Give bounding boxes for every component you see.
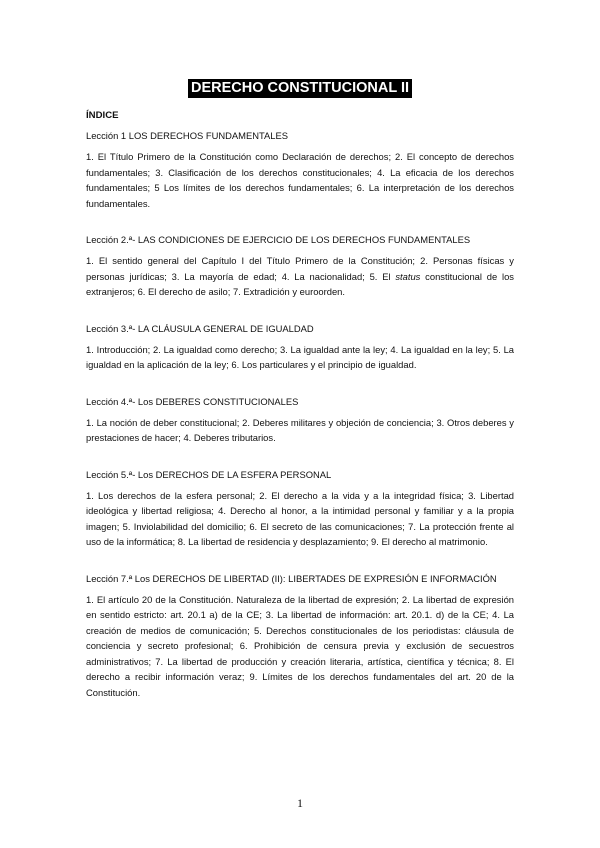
lesson-body-italic: status xyxy=(395,270,421,282)
lesson-body: 1. La noción de deber constitucional; 2. Deberes militares y objeción de conciencia; 3. Otros deberes y prestaciones de hacer; 4. Deberes tributarios. xyxy=(86,416,514,443)
lesson-body-part: constitucional de los extranjeros; 6. El derecho de asilo; 7. Extradición y euroorden. xyxy=(86,270,514,297)
lesson-4 xyxy=(86,396,514,446)
lesson-body: 1. El Título Primero de la Constitución como Declaración de derechos; 2. El concepto de derechos fundamentales; 3. Clasificación de los derechos constitucionales; 4. La eficacia de los derechos fundamentales; 5 Los límites de los derechos fundamentales; 6. La interpretación de los derechos fundamentales. xyxy=(86,151,514,209)
lesson-body xyxy=(86,253,514,300)
index-content xyxy=(86,110,514,723)
lesson-2 xyxy=(86,234,514,300)
lesson-title: Lección 2.ª- LAS CONDICIONES DE EJERCICIO DE LOS DERECHOS FUNDAMENTALES xyxy=(86,234,471,245)
document-title: DERECHO CONSTITUCIONAL II xyxy=(188,79,412,98)
page-number: 1 xyxy=(297,796,303,810)
lesson-body: 1. El artículo 20 de la Constitución. Naturaleza de la libertad de expresión; 2. La libertad de expresión en sentido estricto: art. 20.1 a) de la CE; 3. La libertad de información: art. 20.1. d) de la CE; 4. La creación de medios de comunicación; 5. Derechos constitucionales de los periodistas: cláusula de conciencia y secreto profesional; 6. Prohibición de censura previa y exclusión de secuestros administrativos; 7. La libertad de producción y creación literaria, artística, científica y técnica; 8. El derecho a recibir información veraz; 9. Límites de los derechos fundamentales del art. 20 de la Constitución. xyxy=(86,593,514,698)
lesson-1 xyxy=(86,130,514,211)
lesson-title: Lección 5.ª- Los DERECHOS DE LA ESFERA PERSONAL xyxy=(86,468,332,480)
lesson-title: Lección 7.ª Los DERECHOS DE LIBERTAD (II): LIBERTADES DE EXPRESIÓN E INFORMACIÓN xyxy=(86,572,497,584)
lesson-body-part: 1. El sentido general del Capítulo I del Título Primero de la Constitución; 2. Personas físicas y personas jurídicas; 3. La mayoría de edad; 4. La nacionalidad; 5. El xyxy=(86,255,514,282)
lesson-title: Lección 4.ª- Los DEBERES CONSTITUCIONALES xyxy=(86,395,299,407)
lesson-title: Lección 3.ª- LA CLÁUSULA GENERAL DE IGUALDAD xyxy=(86,322,314,334)
lesson-5 xyxy=(86,469,514,550)
title-wrapper xyxy=(0,79,600,98)
lesson-3 xyxy=(86,323,514,373)
index-heading: ÍNDICE xyxy=(86,110,119,121)
lesson-title: Lección 1 LOS DERECHOS FUNDAMENTALES xyxy=(86,130,288,141)
lesson-body: 1. Los derechos de la esfera personal; 2. El derecho a la vida y a la integridad física; 3. Libertad ideológica y libertad religiosa; 4. Derecho al honor, a la intimidad personal y familiar y a la propia imagen; 5. Inviolabilidad del domicilio; 6. El secreto de las comunicaciones; 7. La protección frente al uso de la informática; 8. La libertad de residencia y desplazamiento; 9. El derecho al matrimonio. xyxy=(86,489,514,547)
lesson-7 xyxy=(86,573,514,701)
lesson-body: 1. Introducción; 2. La igualdad como derecho; 3. La igualdad ante la ley; 4. La igualdad en la ley; 5. La igualdad en la aplicación de la ley; 6. Los particulares y el principio de igualdad. xyxy=(86,343,514,370)
